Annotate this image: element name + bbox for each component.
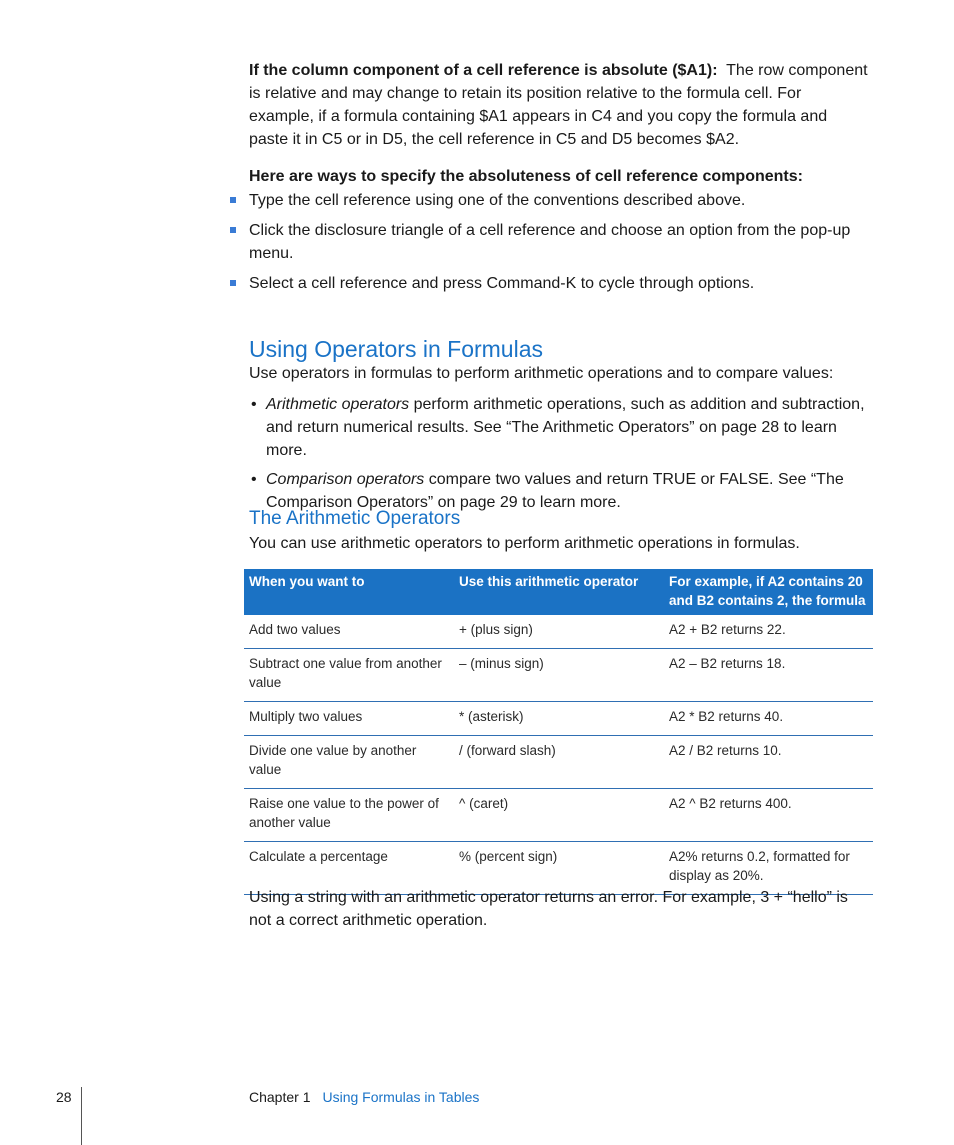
column-header: When you want to (249, 574, 365, 589)
table-row (244, 615, 873, 649)
table-header-row (244, 569, 873, 615)
table-cell: A2 – B2 returns 18. (664, 649, 873, 702)
table-row (244, 789, 873, 842)
table-cell: A2 * B2 returns 40. (664, 702, 873, 736)
list-item-text: Type the cell reference using one of the conventions described above. (249, 192, 746, 209)
table-row (244, 649, 873, 702)
ways-list (230, 189, 875, 302)
arithmetic-operators-table (244, 569, 873, 895)
page-number: 28 (56, 1089, 72, 1105)
term-description: perform arithmetic operations, such as addition and subtraction, and return numerical results. See “The Arithmetic Operators” on page 28 to learn more. (266, 396, 865, 459)
table-cell: ^ (caret) (454, 789, 664, 842)
square-bullet-icon (230, 280, 236, 286)
section-intro: Use operators in formulas to perform arithmetic operations and to compare values: (249, 365, 834, 382)
ways-heading: Here are ways to specify the absoluteness of cell reference components: (249, 168, 803, 185)
footer-chapter (249, 1088, 479, 1106)
square-bullet-icon (230, 197, 236, 203)
table-cell: Add two values (244, 615, 454, 649)
table-cell: A2 / B2 returns 10. (664, 736, 873, 789)
table-cell: Divide one value by another value (244, 736, 454, 789)
square-bullet-icon (230, 227, 236, 233)
term-description: compare two values and return TRUE or FALSE. See “The Comparison Operators” on page 29 to learn more. (266, 471, 844, 511)
table-cell: A2 ^ B2 returns 400. (664, 789, 873, 842)
table-cell: % (percent sign) (454, 842, 664, 895)
subsection-intro: You can use arithmetic operators to perform arithmetic operations in formulas. (249, 535, 800, 552)
chapter-title-link[interactable]: Using Formulas in Tables (322, 1089, 480, 1105)
table-cell: Subtract one value from another value (244, 649, 454, 702)
bullet-dot-icon: • (251, 471, 257, 488)
table-cell: A2 + B2 returns 22. (664, 615, 873, 649)
column-header: Use this arithmetic operator (459, 574, 639, 589)
table-cell: Calculate a percentage (244, 842, 454, 895)
table-cell: Raise one value to the power of another value (244, 789, 454, 842)
term: Comparison operators (266, 471, 425, 488)
term: Arithmetic operators (266, 396, 410, 413)
list-item-text: Click the disclosure triangle of a cell reference and choose an option from the pop-up menu. (249, 222, 851, 262)
table-cell: * (asterisk) (454, 702, 664, 736)
table-cell: A2% returns 0.2, formatted for display as 20%. (664, 842, 873, 895)
chapter-label: Chapter 1 (249, 1089, 311, 1105)
list-item (230, 272, 875, 295)
column-header: For example, if A2 contains 20 and B2 contains 2, the formula (669, 574, 866, 608)
table-cell: – (minus sign) (454, 649, 664, 702)
absolute-column-lead: If the column component of a cell reference is absolute ($A1): (249, 62, 718, 79)
absolute-column-text: The row component is relative and may change to retain its position relative to the formula cell. For example, if a formula containing $A1 appears in C4 and you copy the formula and paste it in C5 or in D5, the cell reference in C5 and D5 becomes $A2. (249, 62, 868, 148)
list-item (230, 189, 875, 212)
list-item (230, 219, 875, 265)
list-item (249, 393, 879, 462)
table-cell: + (plus sign) (454, 615, 664, 649)
subsection-title: The Arithmetic Operators (249, 508, 461, 529)
list-item-text: Select a cell reference and press Command-K to cycle through options. (249, 275, 755, 292)
table-row (244, 736, 873, 789)
closing-paragraph: Using a string with an arithmetic operator returns an error. For example, 3 + “hello” is not a correct arithmetic operation. (249, 889, 848, 929)
section-title: Using Operators in Formulas (249, 336, 543, 362)
table-cell: / (forward slash) (454, 736, 664, 789)
bullet-dot-icon: • (251, 396, 257, 413)
footer-divider (81, 1087, 82, 1145)
table-row (244, 702, 873, 736)
table-cell: Multiply two values (244, 702, 454, 736)
absolute-column-paragraph (249, 59, 869, 151)
operator-types-list (249, 393, 879, 520)
